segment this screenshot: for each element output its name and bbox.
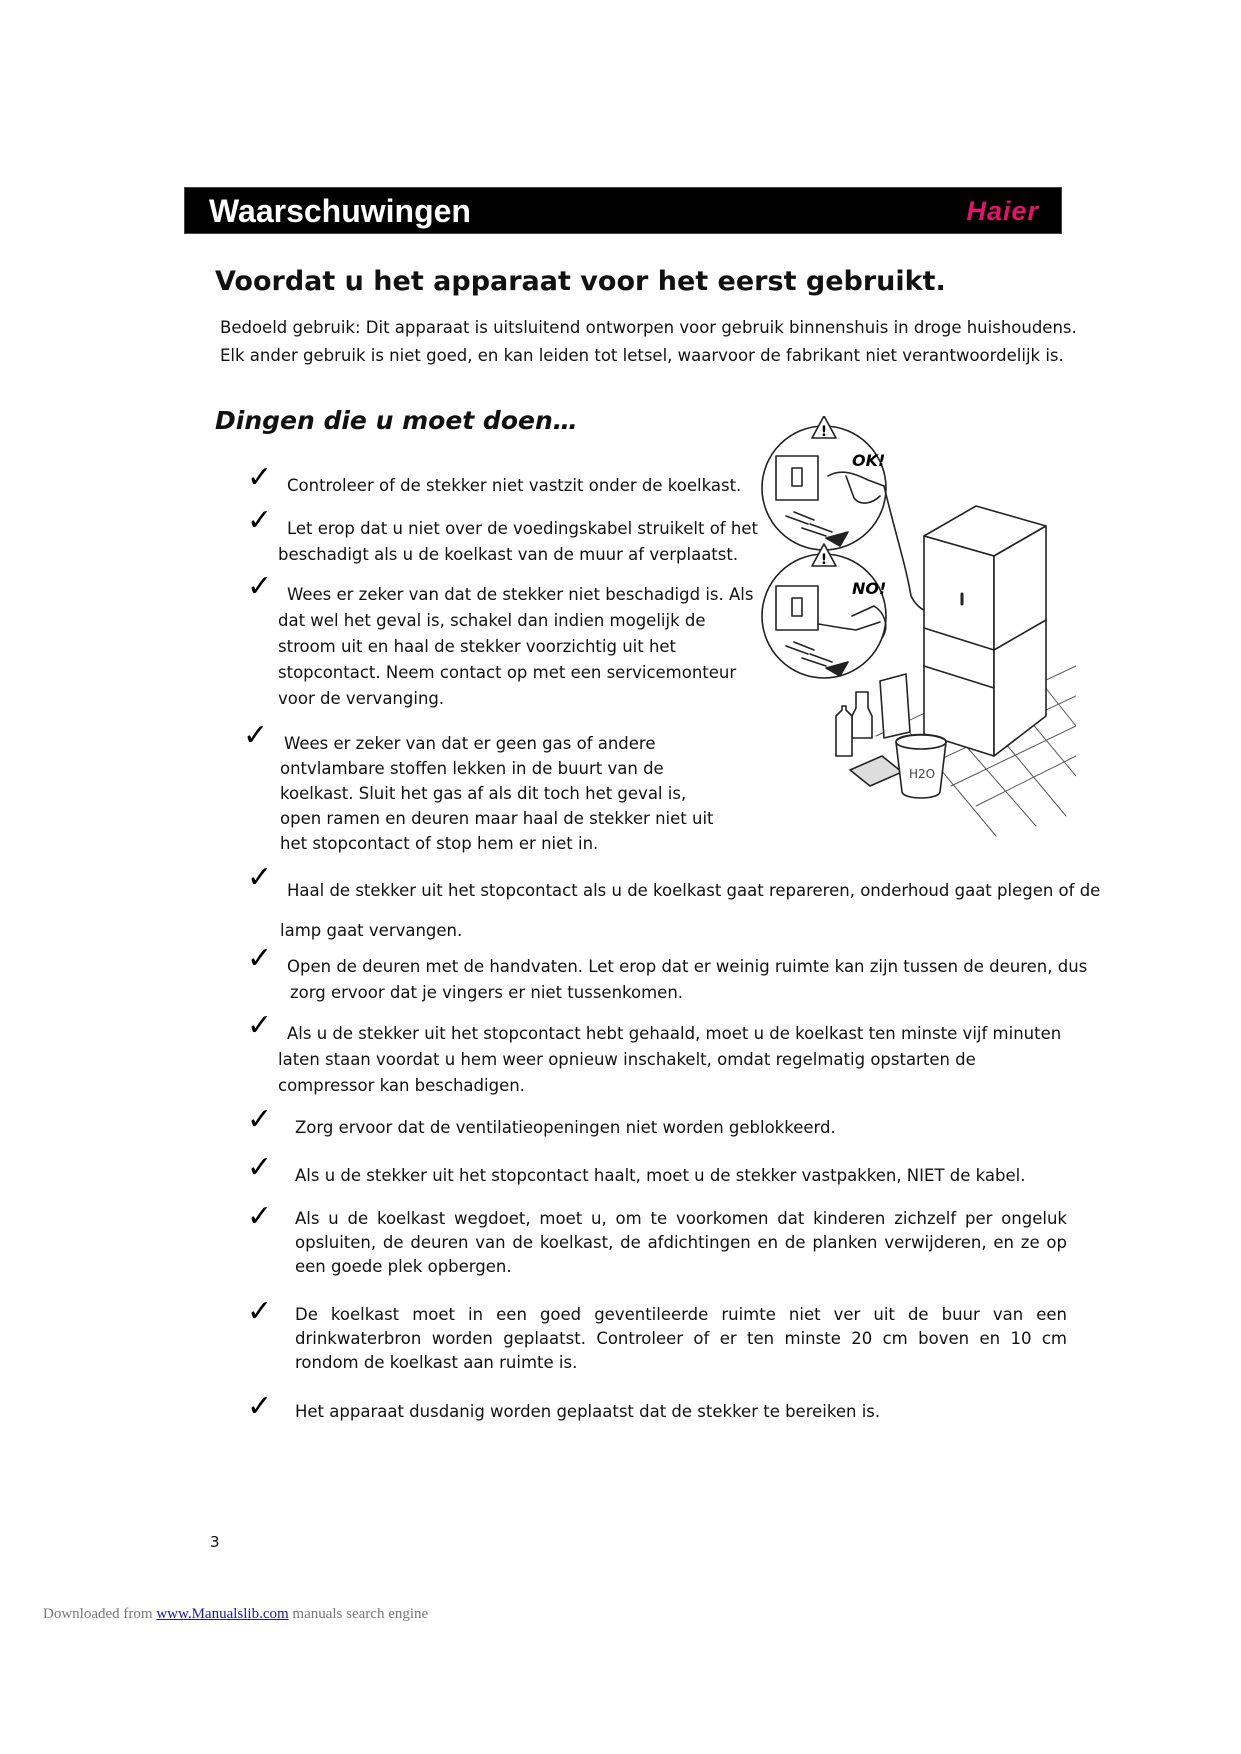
check-icon: ✓ (247, 860, 273, 895)
no-label: NO! (852, 579, 887, 598)
check-icon: ✓ (243, 718, 269, 753)
check-icon: ✓ (247, 1199, 273, 1234)
footer-suffix: manuals search engine (292, 1606, 429, 1622)
check-icon: ✓ (247, 1294, 273, 1329)
plug-ok-panel (762, 416, 886, 550)
todo-subheading: Dingen die u moet doen… (215, 406, 578, 435)
header-bar (184, 187, 1062, 234)
page-heading: Voordat u het apparaat voor het eerst gebruikt. (215, 266, 946, 297)
water-label: H2O (908, 767, 936, 781)
list-item: Als u de stekker uit het stopcontact haalt, moet u de stekker vastpakken, NIET de kabel. (295, 1166, 1026, 1185)
check-icon: ✓ (247, 1150, 273, 1185)
check-icon: ✓ (247, 569, 273, 604)
footer-prefix: Downloaded from (43, 1606, 153, 1622)
intended-use-text (220, 314, 1100, 370)
plug-no-panel (762, 544, 886, 678)
list-item: Controleer of de stekker niet vastzit onder de koelkast. (287, 476, 742, 495)
check-icon: ✓ (247, 503, 273, 538)
list-item: Let erop dat u niet over de voedingskabel struikelt of het beschadigt als u de koelkast van de muur af verplaatst. (278, 519, 758, 564)
list-item: Het apparaat dusdanig worden geplaatst dat de stekker te bereiken is. (295, 1402, 881, 1421)
intro-line-2: Elk ander gebruik is niet goed, en kan leiden tot letsel, waarvoor de fabrikant niet verantwoordelijk is. (220, 346, 1064, 365)
manualslib-link[interactable]: www.Manualslib.com (156, 1606, 289, 1622)
fridge-drawing (924, 506, 1046, 756)
check-icon: ✓ (247, 1389, 273, 1424)
download-footer (43, 1606, 428, 1623)
list-item: Wees er zeker van dat er geen gas of andere ontvlambare stoffen lekken in de buurt van de koelkast. Sluit het gas af als dit toch het geval is, open ramen en deuren maar haal de stekker niet uit het stopcontact of stop hem er niet in. (280, 734, 714, 853)
intro-line-1: Bedoeld gebruik: Dit apparaat is uitsluitend ontworpen voor gebruik binnenshuis in droge huishoudens. (220, 318, 1077, 337)
list-item: Als u de stekker uit het stopcontact hebt gehaald, moet u de koelkast ten minste vijf minuten laten staan voordat u hem weer opnieuw inschakelt, omdat regelmatig opstarten de compressor kan beschadigen. (278, 1024, 1062, 1095)
check-icon: ✓ (247, 460, 273, 495)
check-icon: ✓ (247, 1102, 273, 1137)
list-item: Wees er zeker van dat de stekker niet beschadigd is. Als dat wel het geval is, schakel dan indien mogelijk de stroom uit en haal de stekker voorzichtig uit het stopcontact. Neem contact op met een servicemonteur voor de vervanging. (278, 585, 754, 708)
list-item: Zorg ervoor dat de ventilatieopeningen niet worden geblokkeerd. (295, 1118, 836, 1137)
warning-icon: ! (820, 552, 828, 568)
list-item: Als u de koelkast wegdoet, moet u, om te voorkomen dat kinderen zichzelf per ongeluk opsluiten, de deuren van de koelkast, de afdichtingen en de planken verwijderen, en ze op een goede plek opbergen. (295, 1209, 1067, 1276)
brand-logo: Haier (966, 196, 1039, 226)
page-number: 3 (210, 1533, 220, 1551)
ok-label: OK! (852, 451, 886, 470)
list-item: Haal de stekker uit het stopcontact als u de koelkast gaat repareren, onderhoud gaat plegen of de lamp gaat vervangen. (280, 881, 1101, 940)
check-icon: ✓ (247, 941, 273, 976)
section-title: Waarschuwingen (209, 193, 471, 229)
check-icon: ✓ (247, 1008, 273, 1043)
safety-illustration (756, 416, 1076, 856)
list-item: De koelkast moet in een goed geventileerde ruimte niet ver uit de buur van een drinkwaterbron worden geplaatst. Controleer of er ten minste 20 cm boven en 10 cm rondom de koelkast aan ruimte is. (295, 1305, 1067, 1372)
warning-icon: ! (820, 424, 828, 440)
list-item: Open de deuren met de handvaten. Let erop dat er weinig ruimte kan zijn tussen de deuren, dus zorg ervoor dat je vingers er niet tussenkomen. (287, 957, 1088, 1002)
